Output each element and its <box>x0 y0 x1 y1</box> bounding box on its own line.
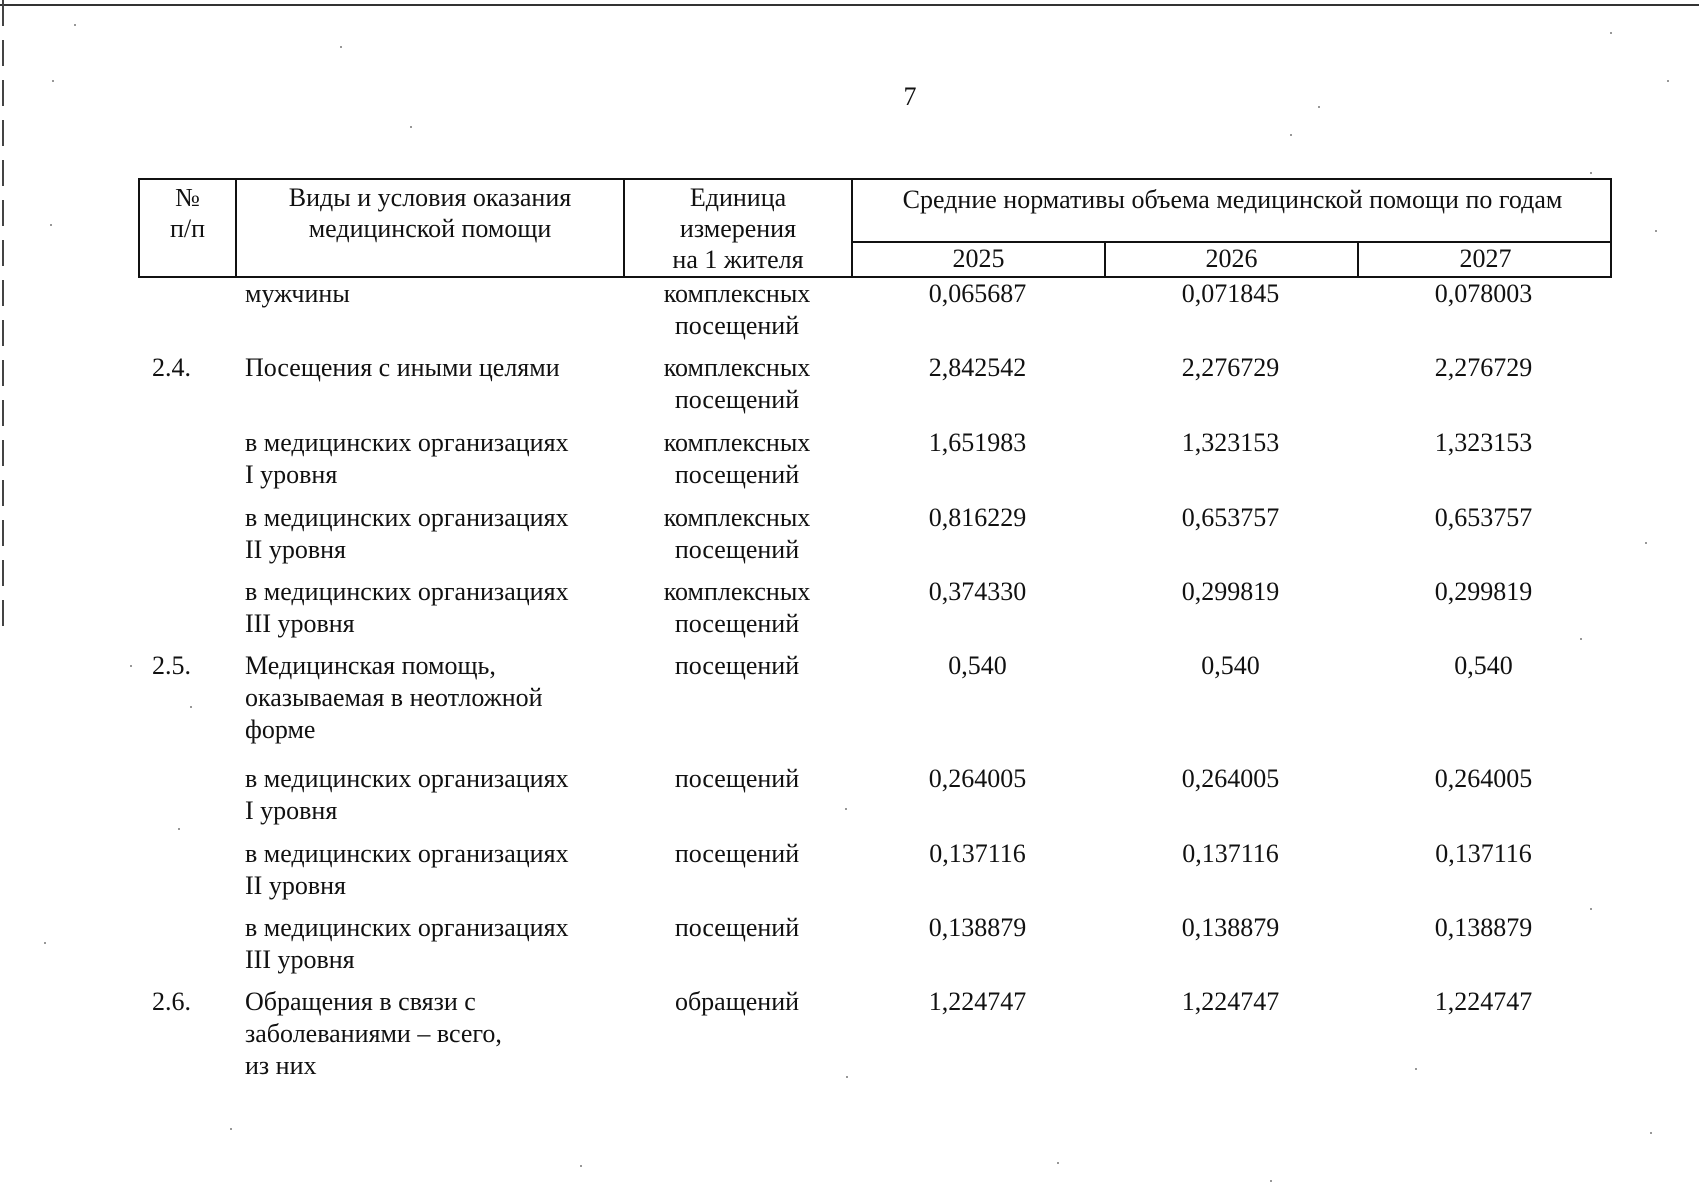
row-unit-line: посещений <box>674 651 800 680</box>
row-value-2027: 0,299819 <box>1434 577 1533 606</box>
row-unit-line: комплексных <box>663 577 811 606</box>
row-type-line: форме <box>245 715 316 744</box>
row-value-2027: 0,264005 <box>1434 764 1533 793</box>
row-value-2025: 2,842542 <box>928 353 1027 382</box>
row-value-2025: 1,224747 <box>928 987 1027 1016</box>
row-unit-line: комплексных <box>663 428 811 457</box>
header-years-title: Средние нормативы объема медицинской помощи по годам <box>902 185 1563 214</box>
row-value-2026: 1,323153 <box>1181 428 1280 457</box>
row-type-line: мужчины <box>245 279 350 308</box>
row-unit-line: обращений <box>674 987 800 1016</box>
row-value-2027: 0,540 <box>1454 651 1513 680</box>
header-col-unit <box>625 180 853 276</box>
row-unit <box>623 427 851 491</box>
row-value-2026: 1,224747 <box>1181 987 1280 1016</box>
row-number: 2.4. <box>152 353 191 382</box>
row-value-2025: 0,540 <box>948 651 1007 680</box>
row-value-2025: 0,137116 <box>929 839 1026 868</box>
row-unit <box>623 763 851 795</box>
row-type <box>245 352 625 384</box>
row-value-2025: 0,374330 <box>928 577 1027 606</box>
header-col-type-line: медицинской помощи <box>308 214 552 243</box>
header-col-type <box>237 180 625 276</box>
row-unit <box>623 986 851 1018</box>
row-value-2027: 0,137116 <box>1435 839 1532 868</box>
row-value-2026: 0,071845 <box>1181 279 1280 308</box>
row-unit <box>623 650 851 682</box>
row-type-line: в медицинских организациях <box>245 764 569 793</box>
row-type <box>245 763 625 827</box>
row-unit <box>623 502 851 566</box>
row-unit-line: комплексных <box>663 279 811 308</box>
header-col-unit-line: Единица <box>689 183 787 212</box>
row-unit-line: посещений <box>674 535 800 564</box>
header-col-unit-line: на 1 жителя <box>672 245 804 274</box>
row-unit-line: посещений <box>674 913 800 942</box>
row-type <box>245 838 625 902</box>
row-type-line: оказываемая в неотложной <box>245 683 543 712</box>
row-unit-line: посещений <box>674 764 800 793</box>
row-type-line: III уровня <box>245 609 355 638</box>
row-type-line: I уровня <box>245 796 338 825</box>
row-value-2026: 0,264005 <box>1181 764 1280 793</box>
row-type-line: заболеваниями – всего, <box>245 1019 502 1048</box>
row-type-line: в медицинских организациях <box>245 913 569 942</box>
row-value-2026: 0,138879 <box>1181 913 1280 942</box>
row-type <box>245 427 625 491</box>
row-type-line: в медицинских организациях <box>245 577 569 606</box>
row-value-2027: 0,653757 <box>1434 503 1533 532</box>
row-type-line: II уровня <box>245 535 346 564</box>
row-type <box>245 278 625 310</box>
row-unit-line: комплексных <box>663 503 811 532</box>
row-unit-line: посещений <box>674 385 800 414</box>
row-type-line: Медицинская помощь, <box>245 651 496 680</box>
row-value-2027: 0,138879 <box>1434 913 1533 942</box>
row-value-2027: 0,078003 <box>1434 279 1533 308</box>
row-unit-line: посещений <box>674 609 800 638</box>
row-value-2025: 0,138879 <box>928 913 1027 942</box>
header-col-number-line: п/п <box>169 214 206 243</box>
row-value-2026: 2,276729 <box>1181 353 1280 382</box>
page-number: 7 <box>903 82 917 111</box>
row-unit-line: комплексных <box>663 353 811 382</box>
table-header <box>138 178 1612 278</box>
header-years-row <box>853 241 1612 278</box>
row-type-line: Посещения с иными целями <box>245 353 560 382</box>
header-col-number <box>140 180 237 276</box>
top-border-line <box>0 4 1699 6</box>
header-col-type-line: Виды и условия оказания <box>288 183 572 212</box>
row-unit <box>623 838 851 870</box>
row-type-line: в медицинских организациях <box>245 503 569 532</box>
header-col-years <box>853 180 1612 276</box>
row-type-line: из них <box>245 1051 317 1080</box>
row-value-2026: 0,540 <box>1201 651 1260 680</box>
header-year-2025: 2025 <box>853 243 1106 278</box>
row-type <box>245 502 625 566</box>
row-value-2025: 0,816229 <box>928 503 1027 532</box>
row-unit-line: посещений <box>674 311 800 340</box>
row-type-line: II уровня <box>245 871 346 900</box>
row-value-2027: 1,224747 <box>1434 987 1533 1016</box>
row-type-line: в медицинских организациях <box>245 428 569 457</box>
row-number: 2.6. <box>152 987 191 1016</box>
row-value-2025: 0,065687 <box>928 279 1027 308</box>
row-value-2026: 0,299819 <box>1181 577 1280 606</box>
row-type-line: в медицинских организациях <box>245 839 569 868</box>
row-value-2026: 0,653757 <box>1181 503 1280 532</box>
row-unit <box>623 278 851 342</box>
row-type <box>245 650 625 746</box>
row-type-line: Обращения в связи с <box>245 987 476 1016</box>
row-value-2025: 1,651983 <box>928 428 1027 457</box>
row-unit-line: посещений <box>674 460 800 489</box>
row-number: 2.5. <box>152 651 191 680</box>
row-unit <box>623 912 851 944</box>
row-unit <box>623 352 851 416</box>
row-type <box>245 986 625 1082</box>
row-value-2027: 2,276729 <box>1434 353 1533 382</box>
row-value-2025: 0,264005 <box>928 764 1027 793</box>
row-type <box>245 912 625 976</box>
header-col-unit-line: измерения <box>679 214 797 243</box>
row-unit-line: посещений <box>674 839 800 868</box>
row-value-2027: 1,323153 <box>1434 428 1533 457</box>
header-year-2027: 2027 <box>1459 244 1512 273</box>
row-type <box>245 576 625 640</box>
row-type-line: III уровня <box>245 945 355 974</box>
row-type-line: I уровня <box>245 460 338 489</box>
row-value-2026: 0,137116 <box>1182 839 1279 868</box>
row-unit <box>623 576 851 640</box>
header-col-number-line: № <box>175 183 200 212</box>
header-year-2026: 2026 <box>1106 243 1359 278</box>
